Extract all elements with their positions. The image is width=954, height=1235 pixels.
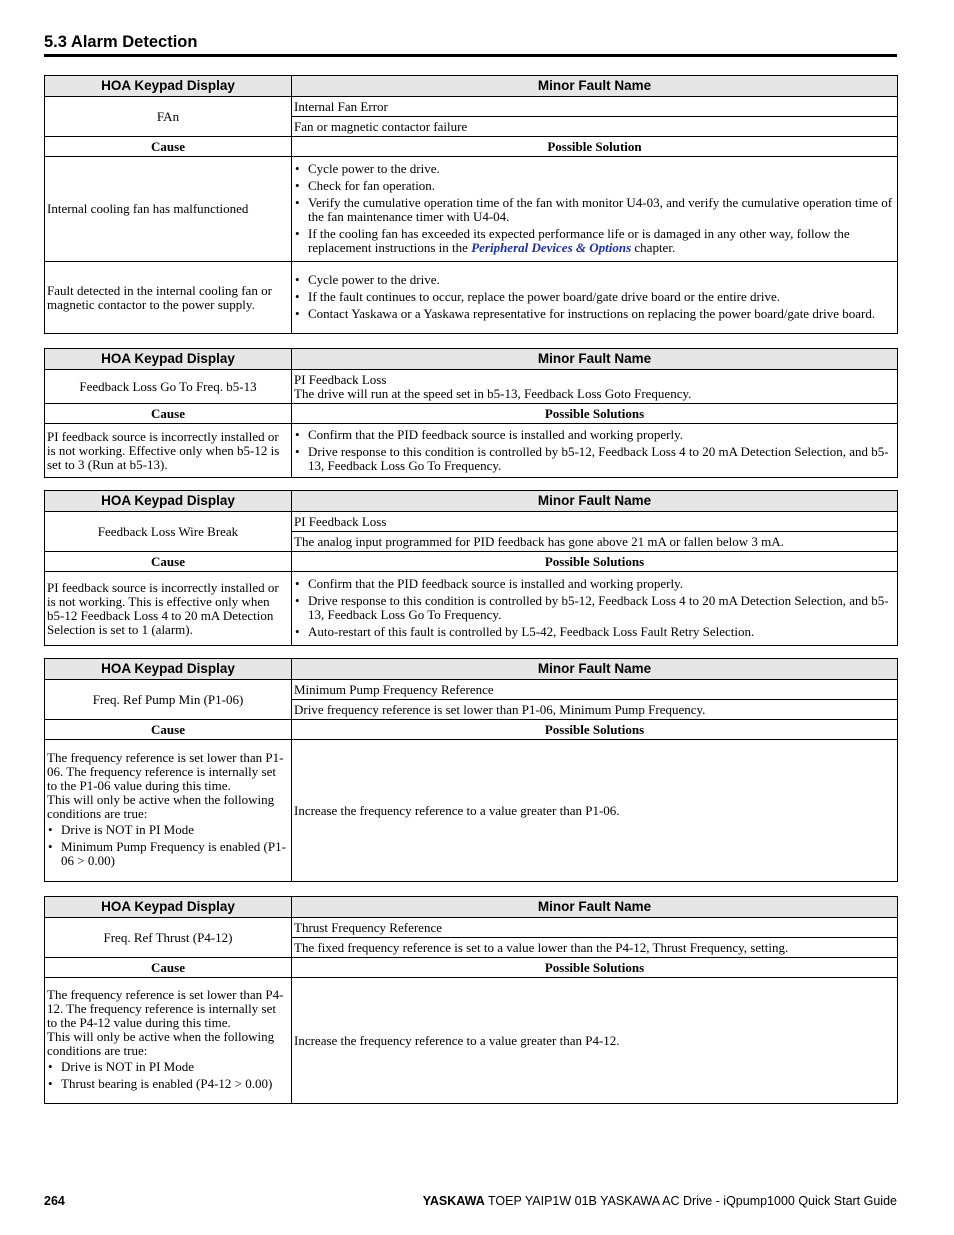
col-header-fault-name: Minor Fault Name — [292, 349, 898, 370]
cause-condition-item: • Drive is NOT in PI Mode — [47, 823, 289, 837]
fault-table-freq-ref-thrust — [44, 896, 898, 1104]
col-header-fault-name: Minor Fault Name — [292, 76, 898, 97]
solution-header: Possible Solutions — [292, 720, 898, 740]
col-header-fault-name: Minor Fault Name — [292, 491, 898, 512]
cause-condition-text: This will only be active when the following conditions are true: — [47, 791, 275, 821]
fault-name: Minimum Pump Frequency Reference — [292, 680, 898, 700]
cause-condition-item: • Minimum Pump Frequency is enabled (P1-06 > 0.00) — [47, 840, 289, 868]
col-header-keypad: HOA Keypad Display — [45, 491, 292, 512]
solution-item: • Confirm that the PID feedback source is installed and working properly. — [294, 577, 895, 591]
section-divider — [44, 54, 897, 57]
solution-header: Possible Solutions — [292, 552, 898, 572]
keypad-display: FAn — [45, 97, 292, 137]
cause-header: Cause — [45, 720, 292, 740]
cause-text: The frequency reference is set lower than P4-12. The frequency reference is internally set to the P4-12 value during this time. — [47, 986, 284, 1030]
fault-table-freq-ref-pump-min — [44, 658, 898, 882]
col-header-keypad: HOA Keypad Display — [45, 349, 292, 370]
peripheral-devices-link[interactable]: Peripheral Devices & Options — [471, 240, 632, 255]
cause-condition-text: This will only be active when the following conditions are true: — [47, 1028, 275, 1058]
solution-suffix: chapter. — [634, 240, 676, 255]
solution-item: • Contact Yaskawa or a Yaskawa representative for instructions on replacing the power board/gate drive board. — [294, 307, 895, 321]
solution-item — [294, 227, 895, 255]
fault-description: The fixed frequency reference is set to a value lower than the P4-12, Thrust Frequency, setting. — [292, 938, 898, 958]
solution-item: • Check for fan operation. — [294, 179, 895, 193]
cause-cell — [45, 978, 292, 1104]
fault-name: Thrust Frequency Reference — [292, 918, 898, 938]
cause-text: The frequency reference is set lower than P1-06. The frequency reference is internally set to the P1-06 value during this time. — [47, 749, 284, 793]
keypad-display: Feedback Loss Go To Freq. b5-13 — [45, 370, 292, 404]
fault-name: PI Feedback Loss — [292, 512, 898, 532]
fault-description: Fan or magnetic contactor failure — [292, 117, 898, 137]
solution-text: If the cooling fan has exceeded its expected performance life or is damaged in any other way, follow the replacement instructions in the — [308, 226, 850, 255]
keypad-display: Feedback Loss Wire Break — [45, 512, 292, 552]
fault-table-feedback-loss-goto — [44, 348, 898, 478]
fault-name: PI Feedback Loss — [294, 371, 387, 387]
fault-name-cell — [292, 370, 898, 404]
cause-header: Cause — [45, 958, 292, 978]
solution-item: • If the fault continues to occur, replace the power board/gate drive board or the entire drive. — [294, 290, 895, 304]
col-header-fault-name: Minor Fault Name — [292, 897, 898, 918]
solution-header: Possible Solutions — [292, 958, 898, 978]
cause-cell: Internal cooling fan has malfunctioned — [45, 157, 292, 262]
solution-item: • Drive response to this condition is controlled by b5-12, Feedback Loss 4 to 20 mA Detection Selection, and b5-13, Feedback Loss Go To Frequency. — [294, 594, 895, 622]
col-header-keypad: HOA Keypad Display — [45, 76, 292, 97]
solution-header: Possible Solution — [292, 137, 898, 157]
page-number: 264 — [44, 1194, 65, 1208]
solution-item: • Cycle power to the drive. — [294, 162, 895, 176]
section-title: 5.3 Alarm Detection — [44, 33, 198, 51]
col-header-keypad: HOA Keypad Display — [45, 897, 292, 918]
fault-table-feedback-loss-wire-break — [44, 490, 898, 646]
solution-item: • Cycle power to the drive. — [294, 273, 895, 287]
footer-doc-info — [423, 1194, 897, 1208]
cause-cell: Fault detected in the internal cooling fan or magnetic contactor to the power supply. — [45, 262, 292, 334]
cause-cell — [45, 740, 292, 882]
solution-cell — [292, 262, 898, 334]
solution-item: • Auto-restart of this fault is controlled by L5-42, Feedback Loss Fault Retry Selection. — [294, 625, 895, 639]
solution-cell — [292, 157, 898, 262]
solution-cell: Increase the frequency reference to a value greater than P4-12. — [292, 978, 898, 1104]
col-header-keypad: HOA Keypad Display — [45, 659, 292, 680]
fault-description: The drive will run at the speed set in b5-13, Feedback Loss Goto Frequency. — [294, 385, 692, 401]
col-header-fault-name: Minor Fault Name — [292, 659, 898, 680]
cause-header: Cause — [45, 137, 292, 157]
solution-cell — [292, 572, 898, 646]
footer-doc-title: TOEP YAIP1W 01B YASKAWA AC Drive - iQpump1000 Quick Start Guide — [488, 1194, 897, 1208]
fault-description: The analog input programmed for PID feedback has gone above 21 mA or fallen below 3 mA. — [292, 532, 898, 552]
solution-item: • Verify the cumulative operation time of the fan with monitor U4-03, and verify the cumulative operation time of the fan maintenance timer with U4-04. — [294, 196, 895, 224]
cause-header: Cause — [45, 552, 292, 572]
fault-table-fan — [44, 75, 898, 334]
cause-cell: PI feedback source is incorrectly installed or is not working. Effective only when b5-12 is set to 3 (Run at b5-13). — [45, 424, 292, 478]
fault-description: Drive frequency reference is set lower than P1-06, Minimum Pump Frequency. — [292, 700, 898, 720]
cause-cell: PI feedback source is incorrectly installed or is not working. This is effective only when b5-12 Feedback Loss 4 to 20 mA Detection Selection is set to 1 (alarm). — [45, 572, 292, 646]
solution-item: • Confirm that the PID feedback source is installed and working properly. — [294, 428, 895, 442]
footer-brand: YASKAWA — [422, 1194, 485, 1208]
cause-condition-item: • Drive is NOT in PI Mode — [47, 1060, 289, 1074]
keypad-display: Freq. Ref Pump Min (P1-06) — [45, 680, 292, 720]
solution-header: Possible Solutions — [292, 404, 898, 424]
cause-header: Cause — [45, 404, 292, 424]
fault-name: Internal Fan Error — [292, 97, 898, 117]
solution-item: • Drive response to this condition is controlled by b5-12, Feedback Loss 4 to 20 mA Detection Selection, and b5-13, Feedback Loss Go To Frequency. — [294, 445, 895, 473]
solution-cell — [292, 424, 898, 478]
solution-cell: Increase the frequency reference to a value greater than P1-06. — [292, 740, 898, 882]
keypad-display: Freq. Ref Thrust (P4-12) — [45, 918, 292, 958]
cause-condition-item: • Thrust bearing is enabled (P4-12 > 0.00) — [47, 1077, 289, 1091]
